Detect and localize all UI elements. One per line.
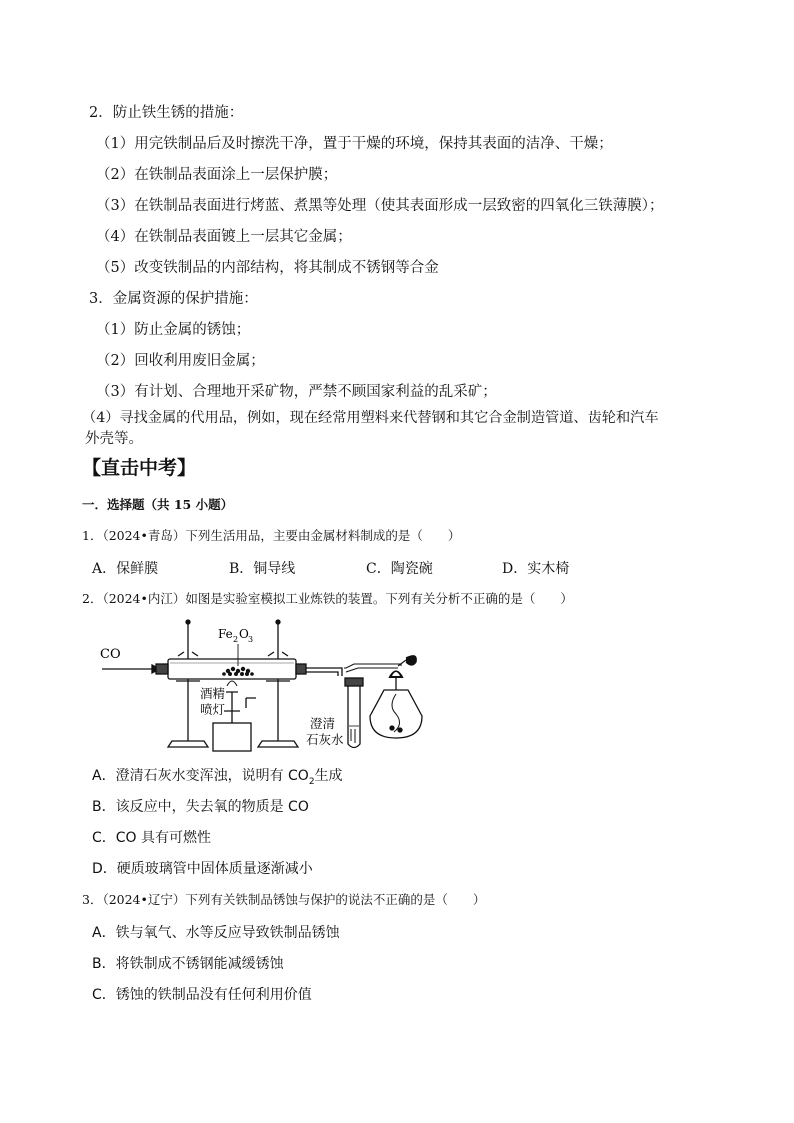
question-2-option-a-subscript: 2	[308, 776, 315, 787]
lime-water-label-line-1: 澄清	[310, 716, 336, 731]
rust-prevention-title: 2．防止铁生锈的措施：	[89, 105, 244, 121]
rust-prevention-item-2: （2）在铁制品表面涂上一层保护膜；	[96, 167, 338, 183]
lime-water-label-line-2: 石灰水	[306, 732, 344, 747]
fe2o3-sample	[222, 667, 254, 676]
resource-protection-item-1: （1）防止金属的锈蚀；	[96, 322, 251, 338]
question-3-option-c: C．锈蚀的铁制品没有任何利用价值	[92, 987, 312, 1003]
question-2-option-b: B．该反应中，失去氧的物质是 CO	[92, 799, 309, 815]
exhaust-flame	[406, 656, 416, 665]
question-2-option-a-text: A．澄清石灰水变浑浊，说明有 CO	[92, 768, 309, 784]
question-3-option-a: A．铁与氧气、水等反应导致铁制品锈蚀	[92, 925, 340, 941]
question-3-stem: 3．（2024•辽宁）下列有关铁制品锈蚀与保护的说法不正确的是（ ）	[82, 892, 486, 907]
fe2o3-label-sub-3: 3	[248, 635, 254, 644]
section-title: 一．选择题（共 15 小题）	[82, 497, 234, 512]
question-1-option-c: C．陶瓷碗	[366, 561, 433, 577]
question-2-option-c: C．CO 具有可燃性	[92, 830, 212, 846]
blowlamp-label-line-2: 喷灯	[200, 702, 226, 717]
question-1-option-b: B．铜导线	[229, 561, 296, 577]
question-2-option-d: D．硬质玻璃管中固体质量逐渐减小	[92, 861, 313, 877]
outlet-tube	[306, 668, 342, 676]
right-stopper	[296, 664, 306, 674]
question-2-option-a	[92, 767, 343, 791]
question-2-option-a-suffix: 生成	[314, 768, 343, 784]
left-stand-base	[168, 741, 208, 747]
fe2o3-label-sub-2: 2	[233, 635, 239, 644]
question-2-stem: 2．（2024•内江）如图是实验室模拟工业炼铁的装置。下列有关分析不正确的是（ ）	[82, 591, 573, 606]
blowlamp-label-line-1: 酒精	[200, 686, 226, 701]
blowlamp-body	[213, 723, 251, 751]
fe2o3-label-o: O	[239, 627, 249, 641]
question-3-option-b: B．将铁制成不锈钢能减缓锈蚀	[92, 956, 284, 972]
rust-prevention-item-1: （1）用完铁制品后及时擦洗干净，置于干燥的环境，保持其表面的洁净、干燥；	[96, 136, 613, 152]
rust-prevention-item-5: （5）改变铁制品的内部结构，将其制成不锈钢等合金	[96, 260, 439, 276]
iron-smelting-apparatus-diagram	[96, 616, 456, 756]
fe2o3-label-fe: Fe	[218, 627, 233, 641]
resource-protection-item-4-line-2: 外壳等。	[85, 431, 143, 447]
question-1-stem: 1．（2024•青岛）下列生活用品，主要由金属材料制成的是（ ）	[82, 528, 461, 543]
co-label: CO	[100, 647, 121, 662]
resource-protection-item-4-line-1: （4）寻找金属的代用品，例如，现在经常用塑料来代替钢和其它合金制造管道、齿轮和汽车	[82, 410, 659, 426]
question-1-option-d: D．实木椅	[502, 561, 570, 577]
exam-heading: 【直击中考】	[82, 457, 197, 479]
question-1-option-a: A．保鲜膜	[92, 561, 159, 577]
resource-protection-item-2: （2）回收利用废旧金属；	[96, 353, 265, 369]
resource-protection-title: 3．金属资源的保护措施：	[89, 291, 258, 307]
resource-protection-item-3: （3）有计划、合理地开采矿物，严禁不顾国家利益的乱采矿；	[96, 384, 497, 400]
rust-prevention-item-4: （4）在铁制品表面镀上一层其它金属；	[96, 229, 352, 245]
left-stopper	[156, 664, 168, 674]
rust-prevention-item-3: （3）在铁制品表面进行烤蓝、煮黑等处理（使其表面形成一层致密的四氧化三铁薄膜）；	[96, 198, 664, 214]
right-stand-base	[258, 741, 298, 747]
